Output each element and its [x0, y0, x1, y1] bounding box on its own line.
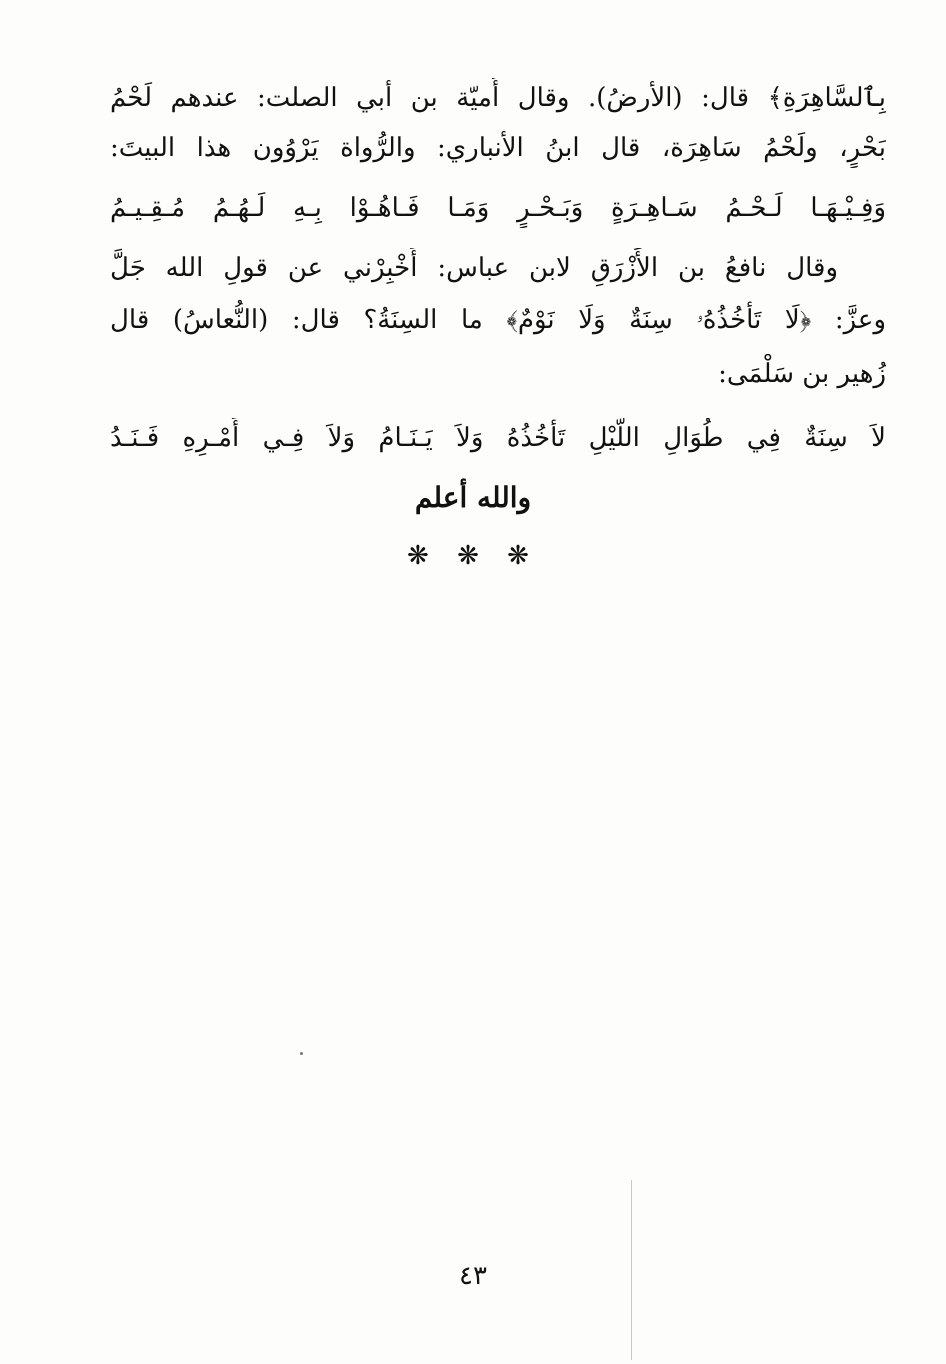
poetry-verse-2: لاَ سِنَةٌ فِي طُوَالِ اللَّيْلِ تَأْخُذُهُ وَلاَ يَـنَـامُ وَلاَ فِـي أَمْـرِهِ فَـنَـدُ [110, 423, 886, 453]
section-separator: ❋ ❋ ❋ [407, 541, 539, 571]
text-line-5: وعزَّ: ﴿لَا تَأْخُذُهُۥ سِنَةٌ وَلَا نَوْمٌ﴾ ما السِنَةُ؟ قال: (النُّعاسُ) قال [110, 305, 886, 335]
text-line-2: بَحْرٍ، ولَحْمُ سَاهِرَة، قال ابنُ الأنباري: والرُّواة يَرْوُون هذا البيتَ: [110, 133, 886, 163]
text-line-4: وقال نافعُ بن الأَزْرَقِ لابن عباس: أَخْبِرْني عن قولِ الله جَلَّ [110, 253, 838, 283]
closing-phrase: والله أعلم [414, 481, 532, 514]
scan-speck [300, 1052, 303, 1055]
text-line-6: زُهير بن سَلْمَى: [718, 359, 886, 389]
text-line-1: بِٱلسَّاهِرَةِ﴾ قال: (الأرضُ). وقال أُميّة بن أبي الصلت: عندهم لَحْمُ [110, 83, 886, 113]
page-number: ٤٣ [459, 1261, 487, 1291]
poetry-verse-1: وَفِـيْـهَـا لَـحْـمُ سَـاهِـرَةٍ وَبَـحْـرٍ وَمَـا فَـاهُـوْا بِـهِ لَـهُـمُ مُـقِـيـمُ [110, 193, 886, 223]
